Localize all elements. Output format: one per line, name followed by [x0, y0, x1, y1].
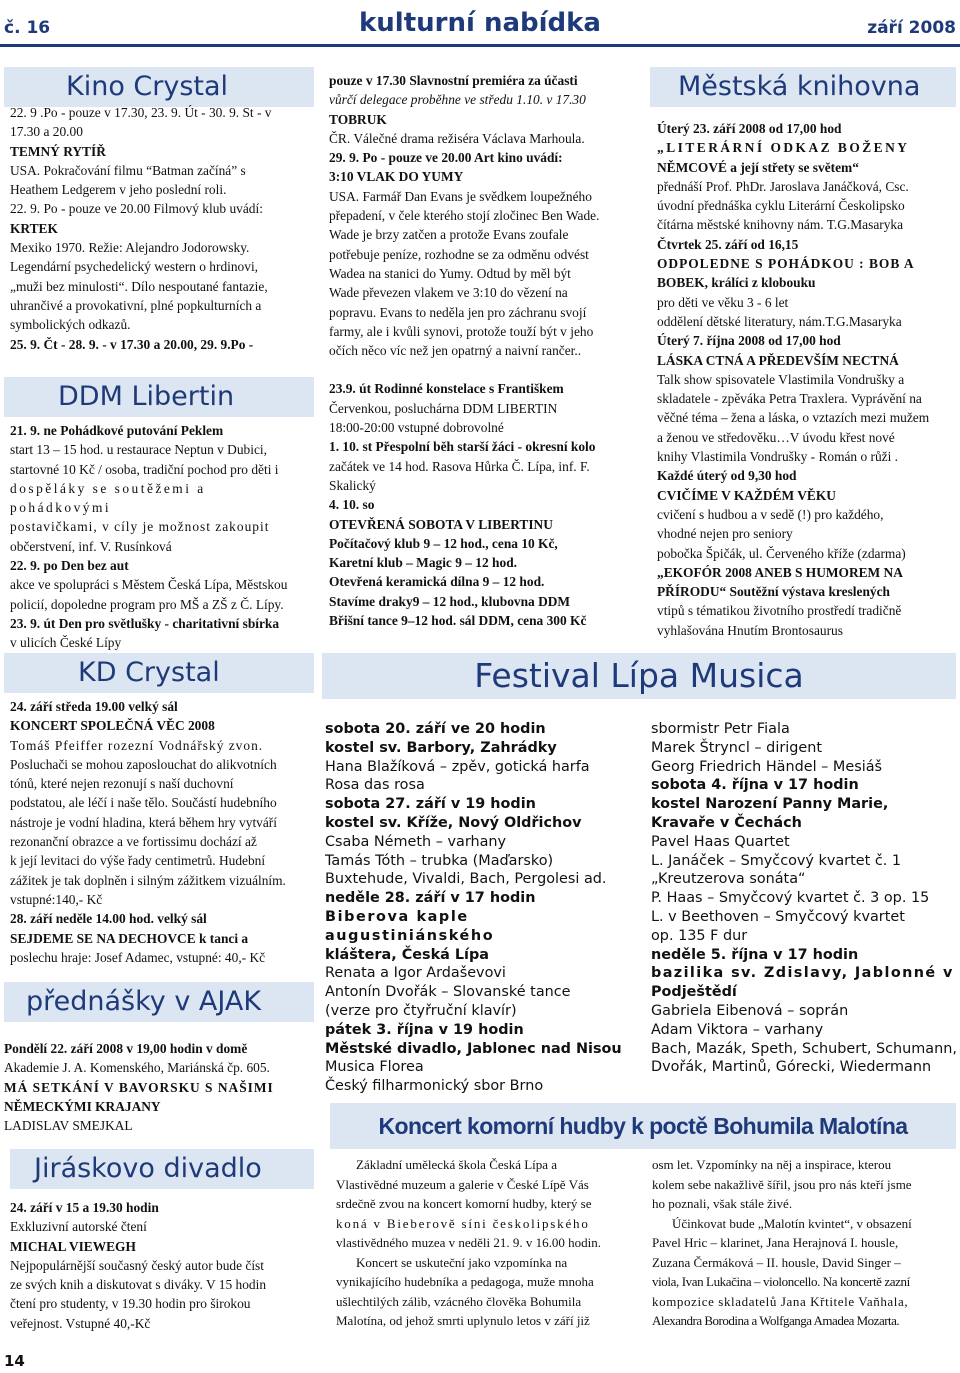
middle-line: Wade převezen vlakem ve 3:10 do vězení na — [329, 285, 568, 301]
kd-section — [10, 697, 308, 967]
ajak-line: LADISLAV SMEJKAL — [4, 1118, 133, 1134]
event-title: 21. 9. ne Pohádkové putování Peklem — [10, 423, 224, 438]
knihovna-line: oddělení dětské literatury, nám.T.G.Masaryka — [657, 313, 902, 329]
knihovna-heading: Městská knihovna — [678, 71, 921, 102]
kd-line: tónů, které nejen rezonují s naší duchovní — [10, 776, 234, 792]
koncert-line: Malotína, od jehož smrti uplynulo letos v září již — [336, 1313, 590, 1328]
event-title: SEJDEME SE NA DECHOVCE k tanci a — [10, 930, 249, 946]
issue-date: září 2008 — [867, 18, 956, 38]
festival-line: Český filharmonický sbor Brno — [325, 1078, 544, 1095]
event-title: PŘÍRODU“ Soutěžní výstava kreslených — [657, 584, 890, 600]
event-date: 24. září v 15 a 19.30 hodin — [10, 1200, 159, 1215]
koncert-line: osm let. Vzpomínky na něj a inspirace, kterou — [652, 1157, 892, 1172]
kino-heading: Kino Crystal — [66, 71, 229, 102]
page-header — [0, 0, 960, 50]
festival-line: Gabriela Eibenová – soprán — [651, 1002, 849, 1019]
knihovna-line: cvičení s hudbou a v sedě (!) pro každého, — [657, 506, 884, 522]
jiraskovo-line: ze svých knih a diskutovat s diváky. V 15 hodin — [10, 1277, 267, 1293]
knihovna-line: pobočka Špičák, ul. Červeného kříže (zdarma) — [657, 545, 906, 561]
ddm-line: postavičkami, v cíly je možnost zakoupit — [10, 519, 270, 535]
ddm-line: v ulicích České Lípy — [10, 635, 122, 651]
kino-line: Legendární psychedelický western o hrdinovi, — [10, 259, 259, 275]
koncert-line: Pavel Hric – klarinet, Jana Herajnová I. housle, — [652, 1235, 899, 1250]
knihovna-line: Talk show spisovatele Vlastimila Vondrušky a — [657, 371, 905, 387]
koncert-right — [652, 1155, 956, 1331]
ddm-line: akce ve spolupráci s Městem Česká Lípa, Městskou — [10, 577, 288, 593]
kd-line: vstupné:140,- Kč — [10, 891, 103, 907]
kd-heading: KD Crystal — [78, 657, 220, 688]
page-number: 14 — [4, 1352, 25, 1370]
festival-line: Buxtehude, Vivaldi, Bach, Pergolesi ad. — [325, 871, 607, 888]
kd-line: k její levitaci do výše řady centimetrů. Hudební — [10, 853, 266, 869]
kd-line: poslechu hraje: Josef Adamec, vstupné: 40,- Kč — [10, 949, 266, 965]
knihovna-section — [657, 119, 953, 640]
event-title: CVIČÍME V KAŽDÉM VĚKU — [657, 487, 836, 503]
middle-line: USA. Farmář Dan Evans je svědkem loupežného — [329, 188, 592, 204]
jiraskovo-line: veřejnost. Vstupné 40,-Kč — [10, 1315, 151, 1331]
festival-line: Csaba Németh – varhany — [325, 833, 507, 850]
kino-line: Mexiko 1970. Režie: Alejandro Jodorowsky. — [10, 240, 250, 256]
event-title: ODPOLEDNE S POHÁDKOU : BOB A — [657, 256, 915, 272]
knihovna-line: věčné téma – žena a láska, o vztazích mezi mužem — [657, 410, 930, 426]
koncert-line: Vlastivědné muzeum a galerie v České Lípě Vás — [336, 1176, 589, 1192]
festival-date: sobota 20. září ve 20 hodin — [325, 721, 546, 737]
middle-line: 29. 9. Po - pouze ve 20.00 Art kino uvádí: — [329, 150, 563, 166]
festival-line: Renata a Igor Ardaševovi — [325, 965, 506, 982]
kino-line: 22. 9 .Po - pouze v 17.30, 23. 9. Út - 30. 9. St - v — [10, 105, 272, 120]
festival-venue: kláštera, Česká Lípa — [325, 946, 489, 963]
issue-number: č. 16 — [4, 18, 51, 38]
kino-line: 22. 9. Po - pouze ve 20.00 Filmový klub uvádí: — [10, 201, 263, 217]
knihovna-line: a ženou ve středověku…V úvodu křest nové — [657, 429, 895, 445]
kd-line: nástroje je vodní hladina, která během hry vytváří — [10, 814, 277, 830]
middle-line: začátek ve 14 hod. Rasova Hůrka Č. Lípa, inf. F. — [329, 458, 590, 474]
film-title: TOBRUK — [329, 111, 387, 127]
kd-line: rezonanční obrazce a ve fortissimu dochází až — [10, 834, 257, 850]
kino-line: 25. 9. Čt - 28. 9. - v 17.30 a 20.00, 29. 9.Po - — [10, 336, 254, 352]
koncert-line: ho poznali, však stále živé. — [652, 1196, 793, 1211]
festival-line: Marek Štryncl – dirigent — [651, 739, 822, 756]
header-rule — [0, 44, 960, 47]
film-title: KRTEK — [10, 220, 58, 236]
middle-line: popravu. Evans to neděla jen pro záchranu svojí — [329, 304, 587, 320]
club-line: Břišní tance 9–12 hod. sál DDM, cena 300 Kč — [329, 613, 587, 629]
club-line: Karetní klub – Magic 9 – 12 hod. — [329, 555, 517, 571]
event-title: „EKOFÓR 2008 ANEB S HUMOREM NA — [657, 564, 903, 580]
jiraskovo-line: Exkluzivní autorské čtení — [10, 1219, 147, 1235]
ddm-section — [10, 421, 308, 653]
event-title: MICHAL VIEWEGH — [10, 1238, 136, 1254]
event-title: „LITERÁRNÍ ODKAZ BOŽENY — [657, 140, 910, 156]
middle-line: vůrčí delegace proběhne ve středu 1.10. v 17.30 — [329, 92, 586, 108]
middle-line: Wadea na stanici do Yumy. Odtud by měl být — [329, 265, 571, 281]
club-line: Stavíme draky9 – 12 hod., klubovna DDM — [329, 593, 571, 609]
koncert-line: ušlechtilých zálib, vzácného člověka Bohumila — [336, 1293, 582, 1309]
event-title: 23. 9. út Den pro světlušky - charitativní sbírka — [10, 615, 280, 631]
ddm-line: start 13 – 15 hod. u restaurace Neptun v Dubici, — [10, 442, 267, 458]
festival-left — [325, 720, 643, 1096]
middle-line: potřebuje peníze, rozhodne se za odměnu odvést — [329, 246, 589, 262]
event-date: Pondělí 22. září 2008 v 19,00 hodin v domě — [4, 1041, 248, 1056]
event-title: 22. 9. po Den bez aut — [10, 558, 129, 574]
event-date: 24. září středa 19.00 velký sál — [10, 699, 178, 714]
middle-section — [329, 71, 635, 630]
kd-heading-box — [4, 653, 314, 693]
kino-line: 17.30 a 20.00 — [10, 124, 83, 140]
jiraskovo-line: Nejpopulárnější současný český autor bude číst — [10, 1257, 264, 1273]
event-title: LÁSKA CTNÁ A PŘEDEVŠÍM NECTNÁ — [657, 352, 899, 368]
event-date: Každé úterý od 9,30 hod — [657, 468, 797, 484]
kd-line: Tomáš Pfeiffer rozezní Vodnářský zvon. — [10, 737, 264, 753]
kd-line: podstatou, ale léčí i naše tělo. Součástí hudebního — [10, 795, 277, 811]
festival-right — [651, 720, 957, 1077]
festival-line: „Kreutzerova sonáta“ — [651, 871, 806, 888]
festival-line: Tamás Tóth – trubka (Maďarsko) — [325, 852, 554, 869]
festival-line: Musica Florea — [325, 1059, 424, 1076]
koncert-line: kolem sebe nakažlivě šířil, jsou pro nás kteří jsme — [652, 1176, 912, 1192]
festival-line: Bach, Mazák, Speth, Schubert, Schumann, — [651, 1040, 957, 1057]
festival-venue: kostel Narození Panny Marie, — [651, 796, 889, 813]
koncert-line: Zuzana Čermáková – II. housle, David Singer – — [652, 1254, 901, 1270]
festival-line: Dvořák, Martinů, Górecki, Wiedermann — [651, 1059, 932, 1076]
festival-line: (verze pro čtyřruční klavír) — [325, 1002, 517, 1019]
knihovna-line: vtipů s tématikou životního prostředí tradičně — [657, 603, 902, 619]
knihovna-line: vyhlašována Hnutím Brontosaurus — [657, 622, 843, 638]
middle-line: farmy, ale i kvůli synovi, protože touží být v jeho — [329, 323, 594, 339]
festival-heading: Festival Lípa Musica — [474, 656, 804, 695]
festival-venue: Biberova kaple augustiniánského — [325, 908, 495, 944]
festival-line: Pavel Haas Quartet — [651, 833, 790, 850]
koncert-heading: Koncert komorní hudby k poctě Bohumila Malotína — [378, 1113, 908, 1139]
koncert-heading-box — [330, 1103, 956, 1149]
festival-line: L. v Beethoven – Smyčcový kvartet — [651, 908, 905, 925]
event-title: 1. 10. st Přespolní běh starší žáci - okresní kolo — [329, 439, 596, 455]
festival-date: neděle 28. září v 17 hodin — [325, 890, 536, 907]
kd-line: Posluchači se mohou zaposlouchat do alikvotních — [10, 756, 277, 772]
event-date: 4. 10. so — [329, 497, 375, 513]
middle-line: pouze v 17.30 Slavnostní premiéra za účasti — [329, 73, 578, 88]
ddm-line: policií, dopoledne program pro MŠ a ZŠ z Č. Lípy. — [10, 596, 284, 612]
koncert-line: koná v Bieberově síni českolipského — [336, 1215, 590, 1231]
middle-line: ČR. Válečné drama režiséra Václava Marhoula. — [329, 130, 585, 146]
film-title: TEMNÝ RYTÍŘ — [10, 143, 106, 159]
festival-venue: kostel sv. Barbory, Zahrádky — [325, 739, 557, 756]
festival-line: L. Janáček – Smyčcový kvartet č. 1 — [651, 852, 902, 869]
knihovna-line: čítárna městské knihovny nám. T.G.Masaryka — [657, 217, 904, 233]
event-title: OTEVŘENÁ SOBOTA V LIBERTINU — [329, 516, 553, 532]
middle-line: očích něco víc než jen opatrný a naivní rančer.. — [329, 343, 582, 359]
festival-line: Adam Viktora – varhany — [651, 1021, 824, 1038]
ajak-section — [4, 1039, 314, 1135]
middle-line: Červenkou, posluchárna DDM LIBERTIN — [329, 400, 558, 416]
kino-line: uhrančivé a provokativní, plné popkulturních a — [10, 297, 262, 313]
event-date: 28. září neděle 14.00 hod. velký sál — [10, 911, 207, 927]
event-date: Čtvrtek 25. září od 16,15 — [657, 236, 799, 252]
jiraskovo-line: čtení pro studenty, v 19.30 hodin pro širokou — [10, 1296, 251, 1312]
festival-line: Hana Blažíková – zpěv, gotická harfa — [325, 758, 590, 775]
koncert-line: viola, Ivan Lukačina – violoncello. Na koncertě zazní — [652, 1274, 910, 1289]
event-title: BOBEK, králíci z klobouku — [657, 275, 816, 291]
kino-line: symbolických odkazů. — [10, 317, 131, 333]
koncert-line: Základní umělecká škola Česká Lípa a — [356, 1157, 558, 1172]
event-title: MÁ SETKÁNÍ V BAVORSKU S NAŠIMI — [4, 1079, 274, 1095]
event-title: KONCERT SPOLEČNÁ VĚC 2008 — [10, 718, 215, 734]
knihovna-heading-box — [650, 67, 956, 107]
festival-date: sobota 4. října v 17 hodin — [651, 777, 859, 794]
festival-venue: Kravaře v Čechách — [651, 814, 802, 831]
knihovna-line: úvodní přednáška cyklu Literární Českolipsko — [657, 198, 905, 214]
middle-line: Skalický — [329, 477, 376, 493]
festival-venue: Podještědí — [651, 984, 737, 1001]
ddm-line: dospěláky se soutěžemi a pohádkovými — [10, 480, 206, 516]
ddm-line: startovné 10 Kč / osoba, tradiční pochod pro děti i — [10, 461, 279, 477]
festival-venue: Městské divadlo, Jablonec nad Nisou — [325, 1040, 622, 1057]
koncert-line: srdečně zvou na koncert komorní hudby, který se — [336, 1196, 592, 1211]
kd-line: zážitek je tak doplněn i silným zážitkem vizuálním. — [10, 872, 286, 888]
ddm-heading-box — [4, 377, 314, 417]
festival-line: sbormistr Petr Fiala — [651, 721, 790, 737]
event-title: 23.9. út Rodinné konstelace s Františkem — [329, 381, 564, 397]
jiraskovo-heading: Jiráskovo divadlo — [34, 1153, 262, 1184]
koncert-line: Alexandra Borodina a Wolfganga Amadea Mozarta. — [652, 1313, 900, 1328]
jiraskovo-section — [10, 1198, 310, 1333]
festival-venue: kostel sv. Kříže, Nový Oldřichov — [325, 814, 582, 831]
page-title: kulturní nabídka — [359, 8, 601, 38]
club-line: Otevřená keramická dílna 9 – 12 hod. — [329, 574, 545, 590]
film-title: 3:10 VLAK DO YUMY — [329, 169, 464, 185]
ajak-heading: přednášky v AJAK — [26, 986, 262, 1017]
koncert-line: Koncert se uskuteční jako vzpomínka na — [356, 1254, 568, 1270]
knihovna-line: přednáší Prof. PhDr. Jaroslava Janáčková, Csc. — [657, 178, 909, 194]
koncert-line: vlastivědného muzea v neděli 21. 9. v 16.00 hodin. — [336, 1235, 602, 1250]
festival-line: P. Haas – Smyčcový kvartet č. 3 op. 15 — [651, 890, 930, 907]
festival-heading-box — [322, 653, 956, 699]
event-title: NĚMCOVÉ a její střety se světem“ — [657, 159, 859, 175]
koncert-line: kompozice skladatelů Jana Křtitele Vaňhala, — [652, 1293, 909, 1309]
knihovna-line: vhodné nejen pro seniory — [657, 526, 793, 542]
kino-section — [10, 103, 308, 354]
koncert-line: Účinkovat bude „Malotín kvintet“, v obsazení — [672, 1215, 912, 1231]
ddm-heading: DDM Libertin — [58, 381, 235, 412]
festival-line: op. 135 F dur — [651, 927, 748, 944]
ajak-heading-box — [4, 982, 314, 1022]
event-date: Úterý 7. října 2008 od 17,00 hod — [657, 333, 841, 349]
kino-heading-box — [4, 67, 314, 107]
middle-line: 18:00-20:00 vstupné dobrovolné — [329, 420, 504, 436]
knihovna-line: pro děti ve věku 3 - 6 let — [657, 294, 789, 310]
jiraskovo-heading-box — [10, 1149, 314, 1189]
knihovna-line: knihy Vlastimila Vondrušky - Román o růži . — [657, 449, 899, 465]
ajak-line: Akademie J. A. Komenského, Mariánská čp. 605. — [4, 1060, 270, 1076]
ddm-line: občerstvení, inf. V. Rusínková — [10, 538, 172, 554]
middle-line: přepadení, v čele kterého stojí zločinec Ben Wade. — [329, 208, 600, 224]
festival-venue: bazilika sv. Zdislavy, Jablonné v — [651, 965, 954, 982]
koncert-line: vynikajícího hudebníka a pedagoga, muže mnoha — [336, 1274, 594, 1289]
kino-line: USA. Pokračování filmu “Batman začíná” s — [10, 162, 246, 178]
middle-line: Wade je brzy zatčen a protože Evans zoufale — [329, 227, 569, 243]
festival-date: sobota 27. září v 19 hodin — [325, 796, 536, 813]
event-date: Úterý 23. září 2008 od 17,00 hod — [657, 121, 842, 136]
kino-line: „muži bez minulosti“. Dílo nespoutané fantazie, — [10, 278, 268, 294]
festival-line: Georg Friedrich Händel – Mesiáš — [651, 758, 883, 775]
koncert-left — [336, 1155, 633, 1331]
festival-line: Rosa das rosa — [325, 777, 425, 794]
festival-date: neděle 5. října v 17 hodin — [651, 946, 859, 963]
kino-line: Heathem Ledgerem v jeho poslední roli. — [10, 182, 227, 198]
knihovna-line: skladatele - zpěváka Petra Traxlera. Vyprávění na — [657, 391, 922, 407]
festival-date: pátek 3. října v 19 hodin — [325, 1021, 524, 1038]
festival-line: Antonín Dvořák – Slovanské tance — [325, 984, 571, 1001]
club-line: Počítačový klub 9 – 12 hod., cena 10 Kč, — [329, 535, 558, 551]
event-title: NĚMECKÝMI KRAJANY — [4, 1098, 161, 1114]
